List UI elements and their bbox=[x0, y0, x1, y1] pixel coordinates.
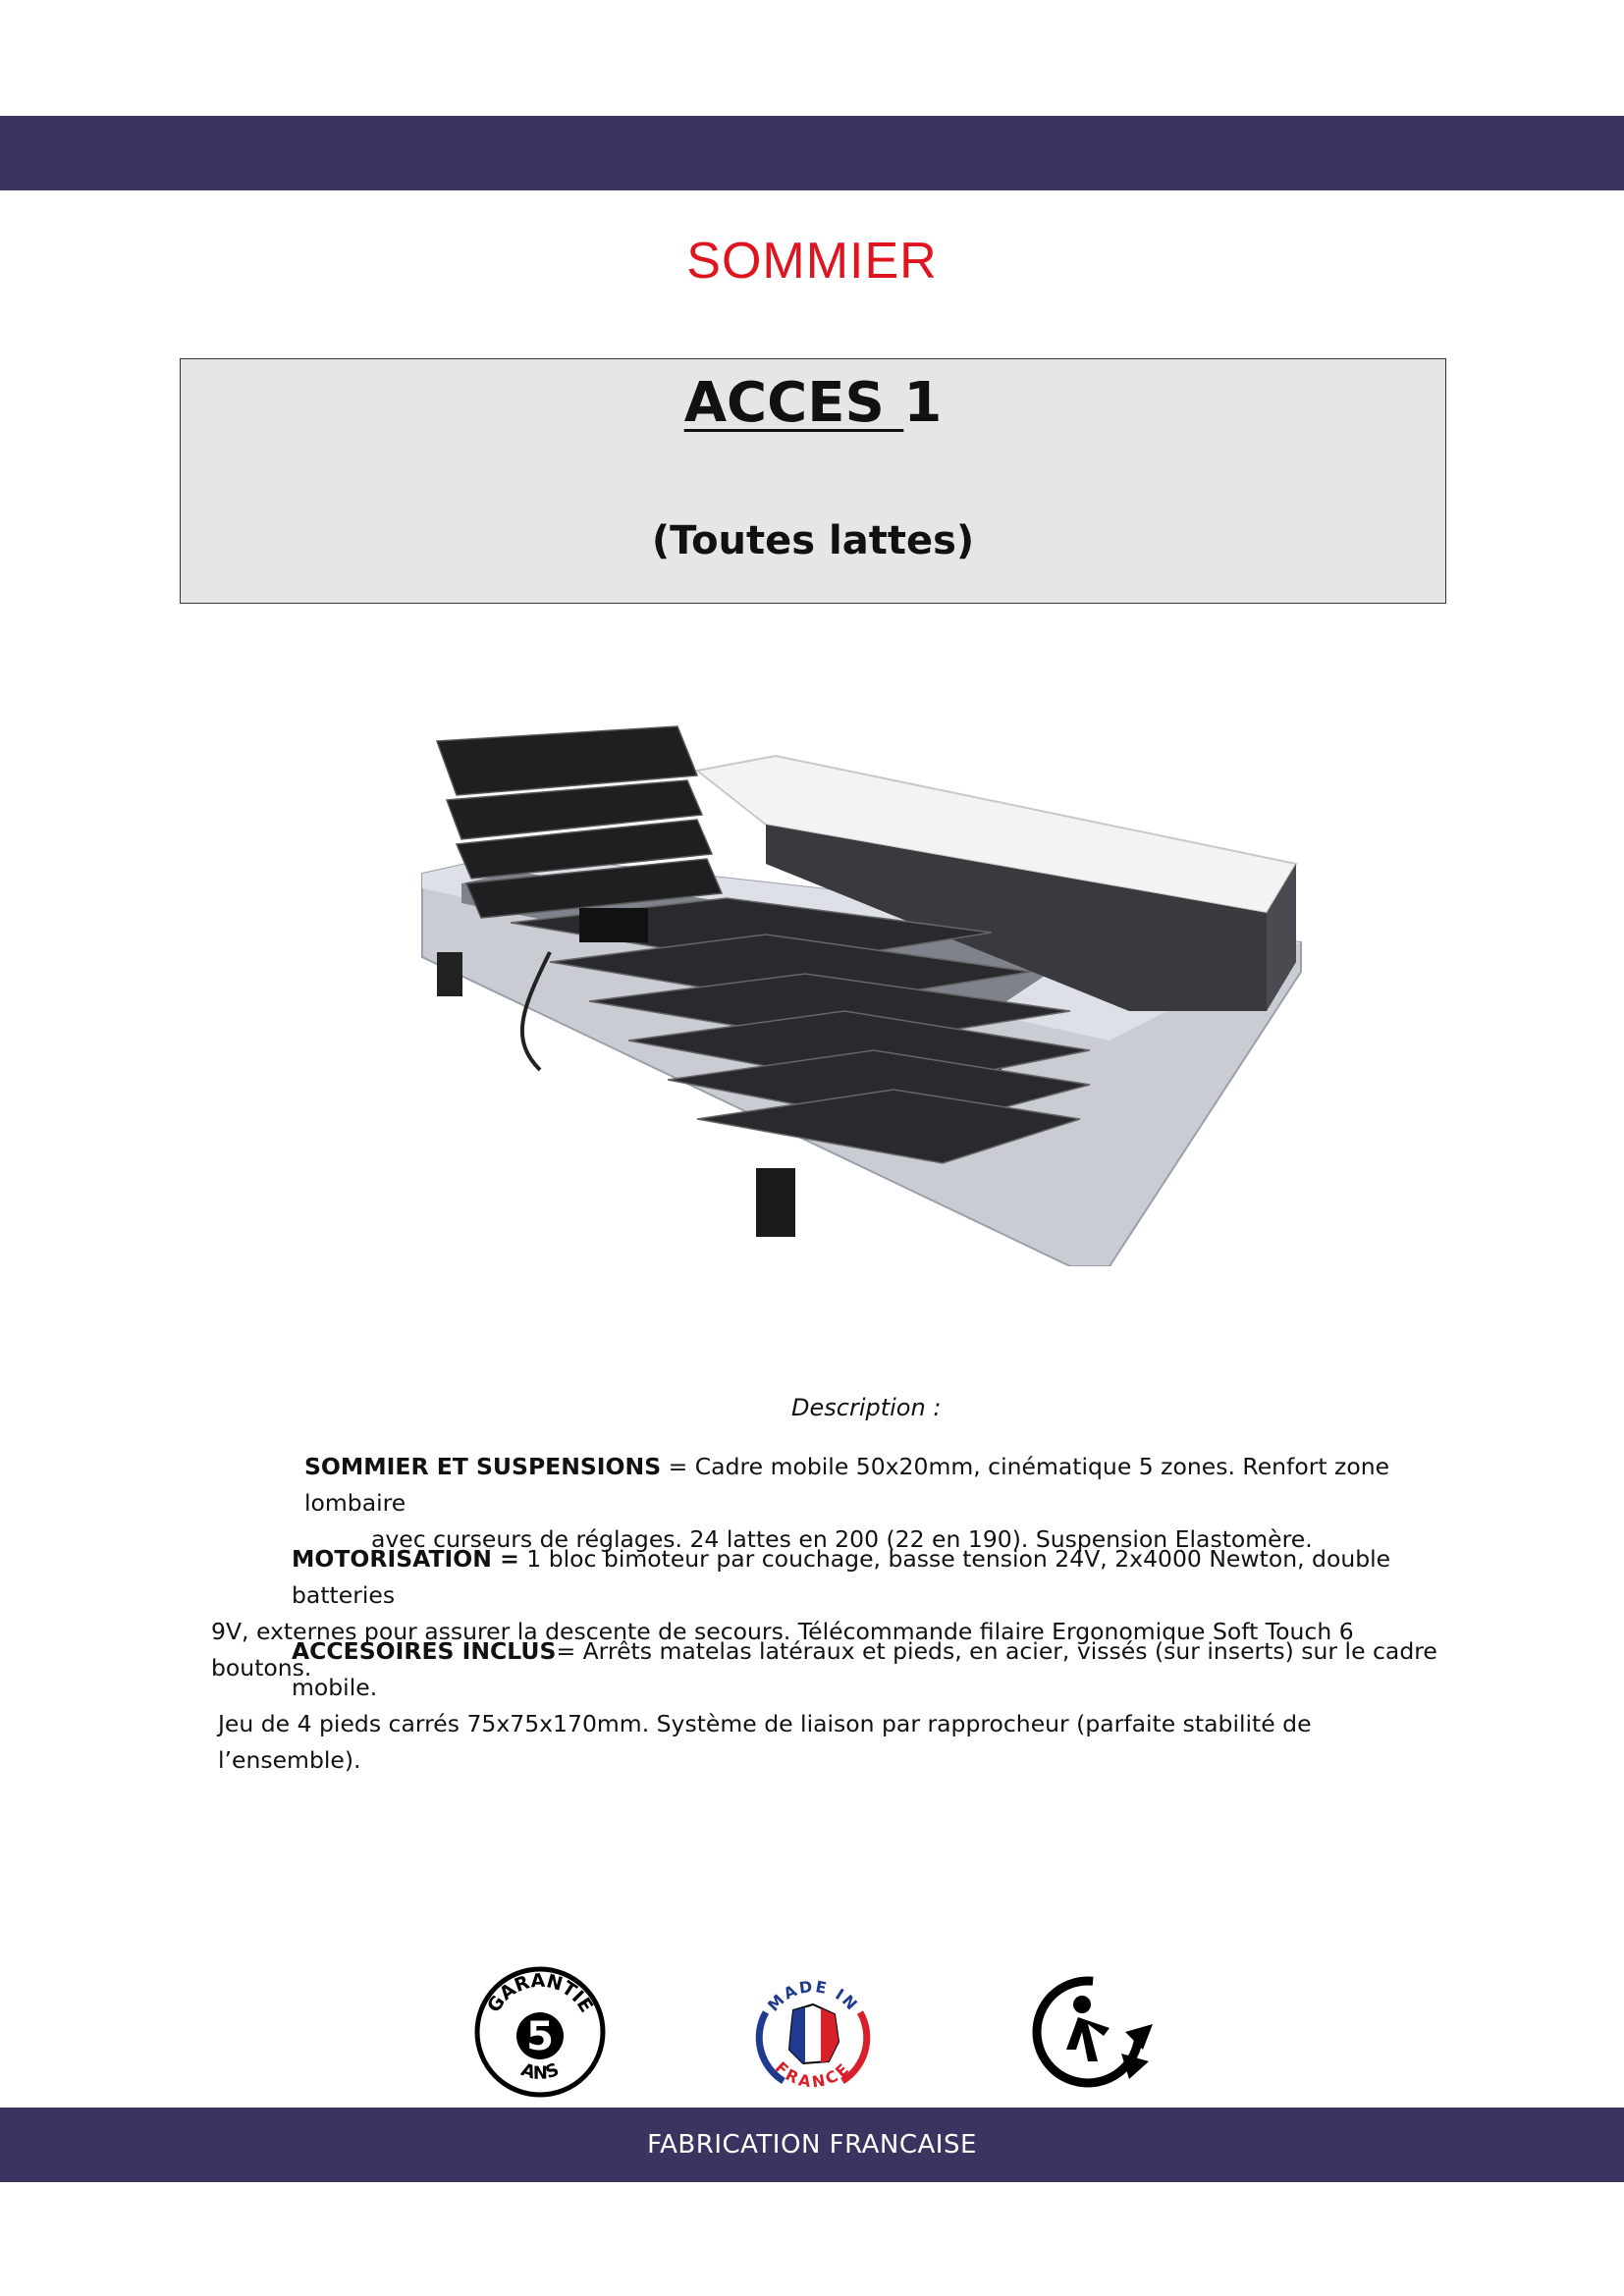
garantie-text-bottom: ANS bbox=[518, 2059, 563, 2084]
section-line-2: Jeu de 4 pieds carrés 75x75x170mm. Système de liaison par rapprocheur (parfaite stabilité de l’ensemble). bbox=[218, 1710, 1312, 1774]
footer-band bbox=[0, 2108, 1624, 2182]
section-line-2: 9V, externes pour assurer la descente de secours. Télécommande filaire Ergonomique Soft Touch 6 boutons. bbox=[211, 1618, 1354, 1682]
product-title-main: ACCES bbox=[683, 371, 904, 435]
france-text: FRANCE bbox=[771, 2057, 855, 2092]
bed-leg bbox=[437, 952, 462, 996]
section-label: MOTORISATION = bbox=[292, 1545, 519, 1573]
garantie-number: 5 bbox=[526, 2014, 554, 2059]
slat-frame-head bbox=[437, 726, 722, 918]
garantie-5-ans-logo bbox=[471, 1963, 609, 2101]
section-line-2: avec curseurs de réglages. 24 lattes en 200 (22 en 190). Suspension Elastomère. bbox=[371, 1525, 1313, 1553]
section-line-1 bbox=[304, 1453, 1389, 1517]
product-subtitle: (Toutes lattes) bbox=[651, 518, 975, 563]
category-title: SOMMIER bbox=[686, 233, 938, 290]
garantie-text-top: GARANTIE bbox=[482, 1969, 598, 2017]
triman-recycling-icon bbox=[1027, 1963, 1164, 2101]
bed-leg bbox=[756, 1168, 795, 1237]
product-image bbox=[403, 717, 1316, 1266]
section-label: ACCESOIRES INCLUS bbox=[292, 1637, 557, 1665]
section-label: SOMMIER ET SUSPENSIONS bbox=[304, 1453, 662, 1480]
header-band bbox=[0, 116, 1624, 190]
section-line-1 bbox=[218, 1633, 1455, 1706]
svg-text:ANS bbox=[518, 2059, 562, 2084]
section-text: 1 bloc bimoteur par couchage, basse tension 24V, 2x4000 Newton, double batteries bbox=[292, 1545, 1391, 1609]
product-title-number: 1 bbox=[903, 371, 943, 435]
product-title bbox=[181, 371, 1445, 435]
section-text: = Cadre mobile 50x20mm, cinématique 5 zones. Renfort zone lombaire bbox=[304, 1453, 1390, 1517]
footer-text: FABRICATION FRANCAISE bbox=[647, 2130, 977, 2160]
product-title-box bbox=[180, 358, 1446, 604]
made-in-text: MADE IN bbox=[763, 1976, 863, 2015]
description-heading: Description : bbox=[791, 1394, 942, 1421]
motor-unit bbox=[579, 908, 648, 942]
description-section-accessoires bbox=[218, 1633, 1455, 1779]
section-line-1 bbox=[211, 1541, 1448, 1614]
made-in-france-logo bbox=[744, 1963, 882, 2101]
section-text: = Arrêts matelas latéraux et pieds, en acier, vissés (sur inserts) sur le cadre mobile. bbox=[292, 1637, 1437, 1701]
